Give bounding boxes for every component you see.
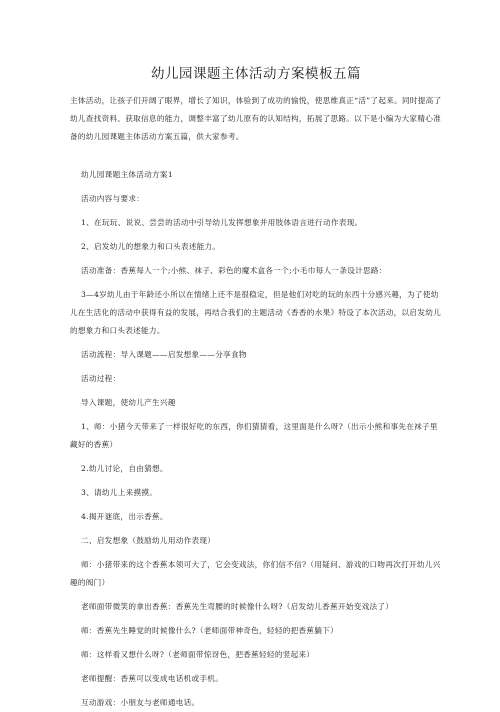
text-line: 师：这样看又想什么呀?（老师面带惊讶色，把香蕉轻轻的竖起来） [81, 650, 315, 659]
text-line: 3、请幼儿上来摸摸。 [81, 488, 158, 497]
text-line: 活动流程：导入课题——启发想象——分享食物 [81, 350, 247, 359]
text-line: 活动内容与要求： [81, 194, 145, 203]
text-line: 1、在玩玩、说说、尝尝的活动中引导幼儿发挥想象并用肢体语言进行动作表现。 [81, 218, 363, 227]
paragraph-text: 1、师：小猪今天带来了一样很好吃的东西，你们猜猜看，这里面是什么呀?（出示小熊和事先在袜子里藏好的香蕉） [70, 422, 438, 449]
text-line: 师：香蕉先生睡觉的时候像什么?（老师面带神奇色，轻轻的把香蕉躺下） [81, 626, 338, 635]
paragraph-text: 师：小猪带来的这个香蕉本领可大了，它会变戏法，你们信不信?（用疑问、游戏的口吻再次打开幼儿兴趣的阀门） [70, 560, 441, 587]
text-line: 2、启发幼儿的想象力和口头表述能力。 [81, 242, 221, 251]
text-line: 二、启发想象（鼓励幼儿用动作表现） [81, 536, 216, 545]
section-heading: 幼儿园课题主体活动方案1 [81, 170, 173, 179]
text-line: 4.揭开谜底，出示香蕉。 [81, 512, 168, 521]
text-line: 导入课题，使幼儿产生兴趣 [81, 398, 176, 407]
text-line: 老师面带微笑的拿出香蕉：香蕉先生弯腰的时候像什么呀?（启发幼儿香蕉开始变戏法了） [81, 602, 394, 611]
text-line: 活动准备：香蕉每人一个;小熊、袜子、彩色的魔术盒各一个;小毛巾每人一条设计思路： [81, 266, 387, 275]
body-paragraph [70, 418, 442, 454]
text-line: 互动游戏：小朋友与老师通电话。 [81, 698, 200, 707]
intro-paragraph: 主体活动，让孩子们开阔了眼界，增长了知识，体验到了成功的愉悦，使思维真正“活”了起来。同时提高了幼儿查找资料、获取信息的能力，调整丰富了幼儿原有的认知结构，拓展了思路。以下是小编为大家精心准备的幼儿园课题主体活动方案五篇，供大家参考。 [70, 96, 442, 141]
paragraph-text: 3—4岁幼儿由于年龄还小所以在情绪上还不是很稳定，但是他们对吃的玩的东西十分感兴趣，为了使幼儿在生活化的活动中获得有益的发展，再结合我们的主题活动《香香的水果》特设了本次活动，以启发幼儿的想象力和口头表述能力。 [70, 290, 441, 335]
body-paragraph [70, 286, 442, 340]
text-line: 老师提醒：香蕉可以变成电话机或手机。 [81, 674, 224, 683]
text-line: 活动过程： [81, 374, 121, 383]
section-gap [70, 146, 442, 166]
document-title: 幼儿园课题主体活动方案模板五篇 [151, 66, 361, 82]
text-line: 2.幼儿讨论，自由猜想。 [81, 464, 168, 473]
body-paragraph [70, 556, 442, 592]
